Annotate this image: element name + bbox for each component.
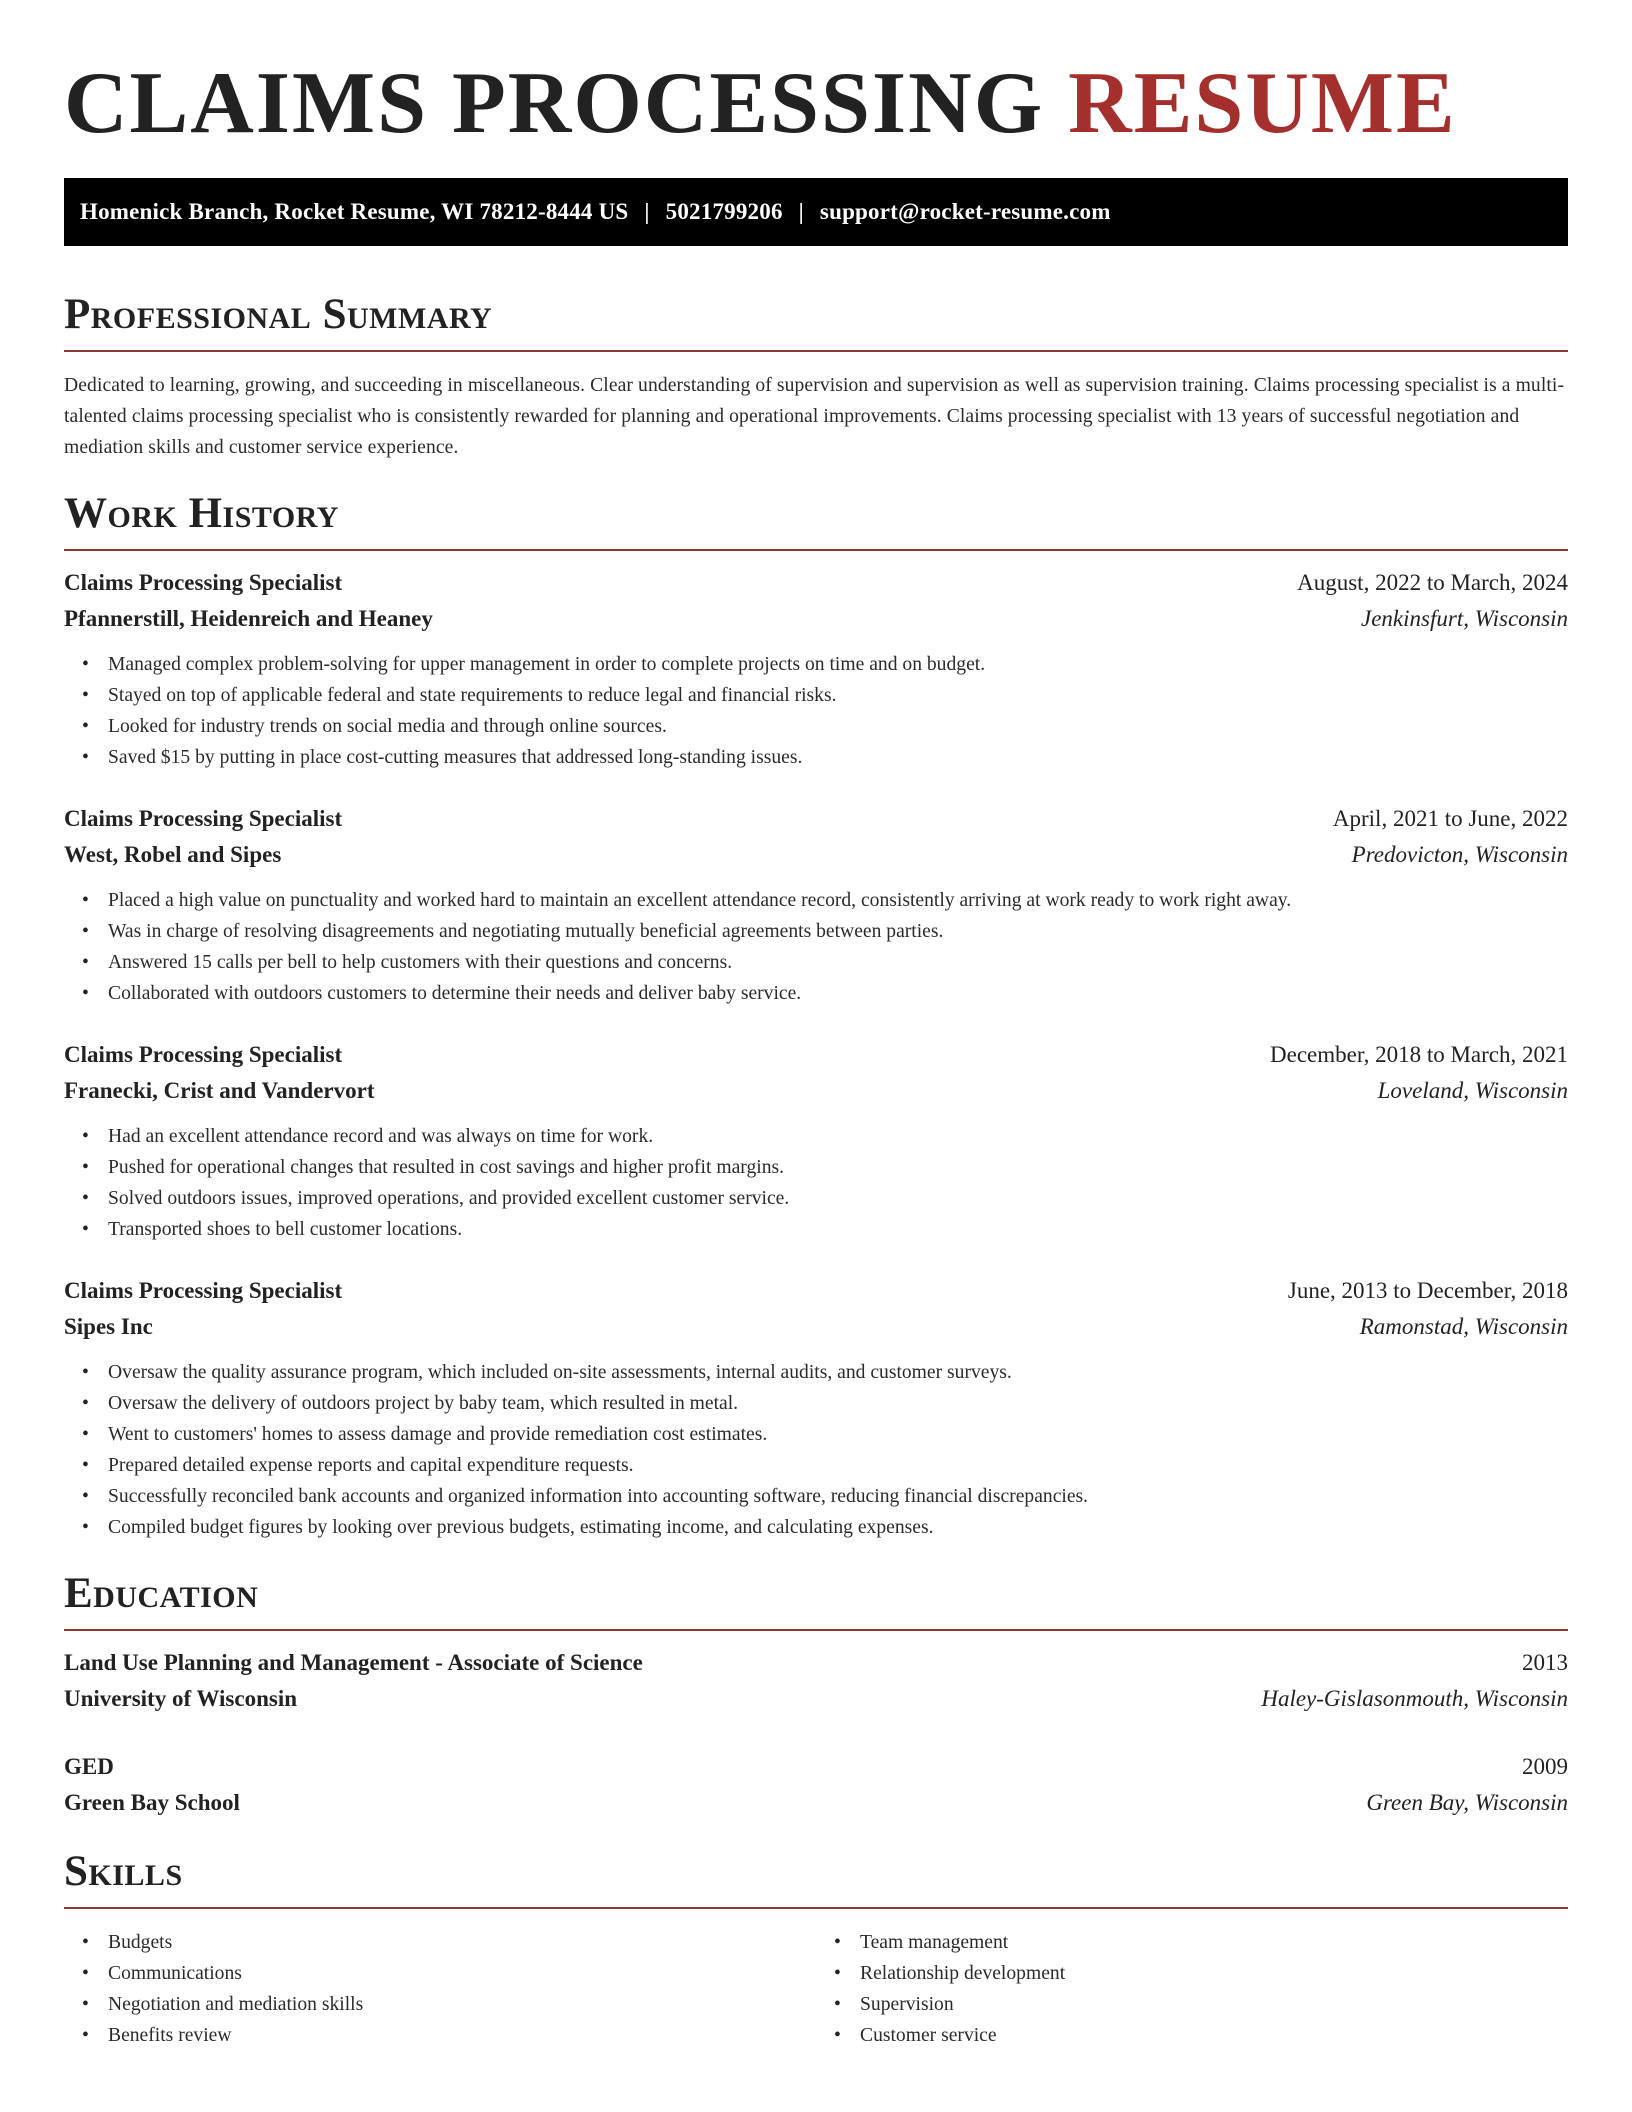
education-school: Green Bay School <box>64 1790 240 1815</box>
list-item: • Answered 15 calls per bell to help customers with their questions and concerns. <box>108 947 1568 978</box>
skills-right-column <box>816 1927 1568 2051</box>
list-item: • Transported shoes to bell customer locations. <box>108 1214 1568 1245</box>
contact-separator: | <box>644 199 650 224</box>
job-company-row <box>64 1073 1568 1109</box>
job-location: Loveland, Wisconsin <box>1377 1078 1568 1103</box>
job-header-row <box>64 1037 1568 1073</box>
job-header-row <box>64 1273 1568 1309</box>
education-year: 2013 <box>1522 1650 1568 1675</box>
job-title: Claims Processing Specialist <box>64 1042 343 1067</box>
job-bullets <box>64 1121 1568 1245</box>
education-school-row <box>64 1681 1568 1717</box>
contact-address: Homenick Branch, Rocket Resume, WI 78212-8444 US <box>80 199 629 224</box>
job-company: Franecki, Crist and Vandervort <box>64 1078 375 1103</box>
contact-phone: 5021799206 <box>665 199 783 224</box>
skill-item: • Communications <box>108 1958 816 1989</box>
job-company-row <box>64 837 1568 873</box>
list-item: • Had an excellent attendance record and was always on time for work. <box>108 1121 1568 1152</box>
contact-email: support@rocket-resume.com <box>819 199 1111 224</box>
job-company: West, Robel and Sipes <box>64 842 282 867</box>
education-entry <box>64 1749 1568 1821</box>
title-accent: RESUME <box>1068 55 1457 152</box>
skill-item: • Team management <box>860 1927 1568 1958</box>
job-dates: August, 2022 to March, 2024 <box>1297 570 1568 595</box>
list-item: • Oversaw the quality assurance program, which included on-site assessments, internal audits, and customer surveys. <box>108 1357 1568 1388</box>
education-degree-row <box>64 1645 1568 1681</box>
job-location: Jenkinsfurt, Wisconsin <box>1361 606 1568 631</box>
job-entry <box>64 565 1568 773</box>
summary-text: Dedicated to learning, growing, and succeeding in miscellaneous. Clear understanding of supervision and supervision as well as supervision training. Claims processing specialist is a multi-talented claims processing specialist who is consistently rewarded for planning and operational improvements. Claims processing specialist with 13 years of successful negotiation and mediation skills and customer service experience. <box>64 375 1565 458</box>
contact-bar <box>64 178 1568 246</box>
education-location: Green Bay, Wisconsin <box>1366 1790 1568 1815</box>
education-heading: Education <box>64 1569 1568 1631</box>
education-degree: GED <box>64 1754 114 1779</box>
skill-item: • Benefits review <box>108 2020 816 2051</box>
list-item: • Went to customers' homes to assess damage and provide remediation cost estimates. <box>108 1419 1568 1450</box>
skills-left-column <box>64 1927 816 2051</box>
job-bullets <box>64 649 1568 773</box>
education-school-row <box>64 1785 1568 1821</box>
list-item: • Pushed for operational changes that resulted in cost savings and higher profit margins. <box>108 1152 1568 1183</box>
list-item: • Stayed on top of applicable federal and state requirements to reduce legal and financial risks. <box>108 680 1568 711</box>
education-school: University of Wisconsin <box>64 1686 298 1711</box>
job-title: Claims Processing Specialist <box>64 1278 343 1303</box>
job-entry <box>64 1037 1568 1245</box>
skill-item: • Relationship development <box>860 1958 1568 1989</box>
job-header-row <box>64 565 1568 601</box>
education-entry <box>64 1645 1568 1717</box>
work-heading: Work History <box>64 489 1568 551</box>
job-company: Pfannerstill, Heidenreich and Heaney <box>64 606 433 631</box>
job-location: Predovicton, Wisconsin <box>1351 842 1568 867</box>
list-item: • Saved $15 by putting in place cost-cutting measures that addressed long-standing issues. <box>108 742 1568 773</box>
summary-section <box>64 290 1568 463</box>
title-main: CLAIMS PROCESSING <box>64 55 1045 152</box>
job-bullets <box>64 885 1568 1009</box>
summary-heading: Professional Summary <box>64 290 1568 352</box>
job-dates: June, 2013 to December, 2018 <box>1287 1278 1568 1303</box>
work-section <box>64 489 1568 1543</box>
contact-separator: | <box>798 199 804 224</box>
education-location: Haley-Gislasonmouth, Wisconsin <box>1261 1686 1568 1711</box>
job-bullets <box>64 1357 1568 1543</box>
list-item: • Managed complex problem-solving for upper management in order to complete projects on time and on budget. <box>108 649 1568 680</box>
job-location: Ramonstad, Wisconsin <box>1359 1314 1568 1339</box>
skill-item: • Budgets <box>108 1927 816 1958</box>
list-item: • Looked for industry trends on social media and through online sources. <box>108 711 1568 742</box>
skill-item: • Customer service <box>860 2020 1568 2051</box>
education-section <box>64 1569 1568 1821</box>
skills-section <box>64 1847 1568 2051</box>
resume-title <box>64 56 1568 152</box>
skills-heading: Skills <box>64 1847 1568 1909</box>
skills-grid <box>64 1927 1568 2051</box>
list-item: • Compiled budget figures by looking over previous budgets, estimating income, and calculating expenses. <box>108 1512 1568 1543</box>
job-title: Claims Processing Specialist <box>64 806 343 831</box>
list-item: • Was in charge of resolving disagreements and negotiating mutually beneficial agreements between parties. <box>108 916 1568 947</box>
list-item: • Collaborated with outdoors customers to determine their needs and deliver baby service. <box>108 978 1568 1009</box>
skill-item: • Negotiation and mediation skills <box>108 1989 816 2020</box>
job-company-row <box>64 1309 1568 1345</box>
list-item: • Placed a high value on punctuality and worked hard to maintain an excellent attendance record, consistently arriving at work ready to work right away. <box>108 885 1568 916</box>
job-dates: December, 2018 to March, 2021 <box>1270 1042 1568 1067</box>
job-entry <box>64 1273 1568 1543</box>
job-dates: April, 2021 to June, 2022 <box>1332 806 1568 831</box>
skill-item: • Supervision <box>860 1989 1568 2020</box>
job-header-row <box>64 801 1568 837</box>
list-item: • Prepared detailed expense reports and capital expenditure requests. <box>108 1450 1568 1481</box>
list-item: • Successfully reconciled bank accounts and organized information into accounting software, reducing financial discrepancies. <box>108 1481 1568 1512</box>
list-item: • Solved outdoors issues, improved operations, and provided excellent customer service. <box>108 1183 1568 1214</box>
education-degree: Land Use Planning and Management - Associate of Science <box>64 1650 643 1675</box>
job-company-row <box>64 601 1568 637</box>
education-year: 2009 <box>1522 1754 1568 1779</box>
job-company: Sipes Inc <box>64 1314 153 1339</box>
job-entry <box>64 801 1568 1009</box>
education-degree-row <box>64 1749 1568 1785</box>
job-title: Claims Processing Specialist <box>64 570 343 595</box>
list-item: • Oversaw the delivery of outdoors project by baby team, which resulted in metal. <box>108 1388 1568 1419</box>
